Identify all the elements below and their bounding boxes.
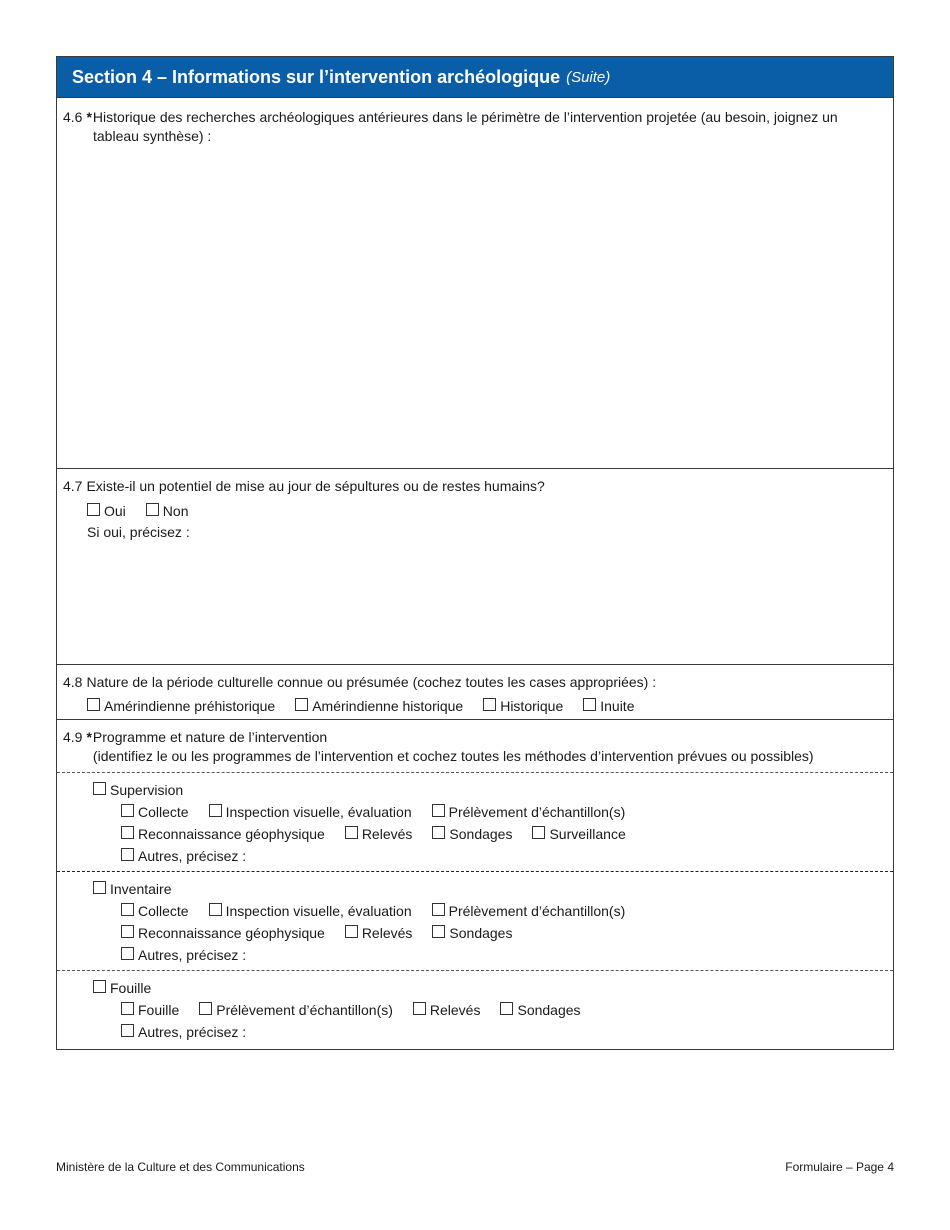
q48-checkbox-amerindienne-historique[interactable] bbox=[295, 698, 308, 711]
q47-non-label: Non bbox=[162, 503, 189, 519]
fouille-sondages-checkbox[interactable] bbox=[500, 1002, 513, 1015]
supervision-label: Supervision bbox=[110, 782, 184, 798]
section-suite: (Suite) bbox=[566, 68, 611, 86]
option-label: Relevés bbox=[361, 826, 413, 842]
q46-number: 4.6 bbox=[63, 109, 83, 125]
q48-checkbox-amerindienne-prehistorique[interactable] bbox=[87, 698, 100, 711]
option-label: Surveillance bbox=[549, 826, 626, 842]
q47-text: Existe-il un potentiel de mise au jour de sépultures ou de restes humains? bbox=[86, 478, 545, 494]
option-label: Prélèvement d’échantillon(s) bbox=[216, 1002, 393, 1018]
option-label: Prélèvement d’échantillon(s) bbox=[448, 804, 626, 820]
supervision-autres-checkbox[interactable] bbox=[121, 848, 134, 861]
q48-checkbox-historique[interactable] bbox=[483, 698, 496, 711]
fouille-releves-checkbox[interactable] bbox=[413, 1002, 426, 1015]
inventaire-sondages-checkbox[interactable] bbox=[432, 925, 445, 938]
q48-text: Nature de la période culturelle connue ou présumée (cochez toutes les cases appropriées) : bbox=[86, 674, 657, 690]
option-label: Sondages bbox=[517, 1002, 581, 1018]
form-section-4 bbox=[56, 56, 894, 1050]
q47-oui-checkbox[interactable] bbox=[87, 503, 100, 516]
inventaire-label: Inventaire bbox=[110, 881, 172, 897]
footer-ministry: Ministère de la Culture et des Communications bbox=[56, 1160, 305, 1174]
q47-answer-area[interactable] bbox=[87, 549, 885, 658]
option-label: Reconnaissance géophysique bbox=[138, 925, 325, 941]
q49-subtext: (identifiez le ou les programmes de l’intervention et cochez toutes les méthodes d’intervention prévues ou possibles) bbox=[92, 748, 814, 764]
question-4-7 bbox=[57, 469, 893, 665]
option-label: Collecte bbox=[138, 804, 189, 820]
q47-non-checkbox[interactable] bbox=[146, 503, 159, 516]
fouille-checkbox[interactable] bbox=[93, 980, 106, 993]
question-4-9 bbox=[57, 720, 893, 1049]
fouille-autres-checkbox[interactable] bbox=[121, 1024, 134, 1037]
option-label: Inspection visuelle, évaluation bbox=[225, 903, 412, 919]
q48-checkbox-inuite[interactable] bbox=[583, 698, 596, 711]
q48-label-inuite: Inuite bbox=[600, 698, 635, 714]
fouille-prelevement-checkbox[interactable] bbox=[199, 1002, 212, 1015]
inventaire-releves-checkbox[interactable] bbox=[345, 925, 358, 938]
section-header bbox=[57, 57, 893, 98]
program-fouille bbox=[57, 970, 893, 1049]
q46-text-line2: tableau synthèse) : bbox=[93, 128, 212, 144]
option-label: Relevés bbox=[361, 925, 413, 941]
option-label: Inspection visuelle, évaluation bbox=[225, 804, 412, 820]
inventaire-prelevement-checkbox[interactable] bbox=[432, 903, 445, 916]
supervision-prelevement-checkbox[interactable] bbox=[432, 804, 445, 817]
q47-number: 4.7 bbox=[63, 478, 83, 494]
supervision-reconnaissance-checkbox[interactable] bbox=[121, 826, 134, 839]
section-title: Section 4 – Informations sur l’intervention archéologique bbox=[72, 66, 561, 87]
supervision-surveillance-checkbox[interactable] bbox=[532, 826, 545, 839]
q46-text-line1: Historique des recherches archéologiques antérieures dans le périmètre de l’intervention projetée (au besoin, joignez un bbox=[92, 109, 838, 125]
option-label: Fouille bbox=[138, 1002, 180, 1018]
supervision-inspection-checkbox[interactable] bbox=[209, 804, 222, 817]
question-4-8 bbox=[57, 665, 893, 720]
option-label: Sondages bbox=[449, 826, 513, 842]
q49-text: Programme et nature de l’intervention bbox=[92, 729, 328, 745]
q48-number: 4.8 bbox=[63, 674, 83, 690]
inventaire-reconnaissance-checkbox[interactable] bbox=[121, 925, 134, 938]
q48-label-amerindienne-historique: Amérindienne historique bbox=[312, 698, 464, 714]
q47-oui-label: Oui bbox=[104, 503, 126, 519]
q46-answer-area[interactable] bbox=[63, 148, 885, 462]
fouille-fouille-checkbox[interactable] bbox=[121, 1002, 134, 1015]
option-label: Prélèvement d’échantillon(s) bbox=[448, 903, 626, 919]
supervision-releves-checkbox[interactable] bbox=[345, 826, 358, 839]
fouille-label: Fouille bbox=[110, 980, 152, 996]
option-label: Relevés bbox=[429, 1002, 481, 1018]
option-label: Reconnaissance géophysique bbox=[138, 826, 325, 842]
inventaire-inspection-checkbox[interactable] bbox=[209, 903, 222, 916]
inventaire-checkbox[interactable] bbox=[93, 881, 106, 894]
q49-number: 4.9 bbox=[63, 729, 83, 745]
option-label: Autres, précisez : bbox=[138, 848, 247, 864]
supervision-sondages-checkbox[interactable] bbox=[432, 826, 445, 839]
q48-label-historique: Historique bbox=[500, 698, 564, 714]
q47-detail-label: Si oui, précisez : bbox=[87, 524, 190, 540]
supervision-collecte-checkbox[interactable] bbox=[121, 804, 134, 817]
footer-page-number: Formulaire – Page 4 bbox=[785, 1160, 894, 1174]
inventaire-autres-checkbox[interactable] bbox=[121, 947, 134, 960]
supervision-checkbox[interactable] bbox=[93, 782, 106, 795]
q48-label-amerindienne-prehistorique: Amérindienne préhistorique bbox=[104, 698, 276, 714]
program-inventaire bbox=[57, 871, 893, 970]
option-label: Autres, précisez : bbox=[138, 947, 247, 963]
required-marker: * bbox=[86, 729, 92, 745]
option-label: Autres, précisez : bbox=[138, 1024, 247, 1040]
question-4-6 bbox=[57, 98, 893, 469]
inventaire-collecte-checkbox[interactable] bbox=[121, 903, 134, 916]
option-label: Sondages bbox=[449, 925, 513, 941]
program-supervision bbox=[57, 772, 893, 871]
option-label: Collecte bbox=[138, 903, 189, 919]
required-marker: * bbox=[86, 109, 92, 125]
